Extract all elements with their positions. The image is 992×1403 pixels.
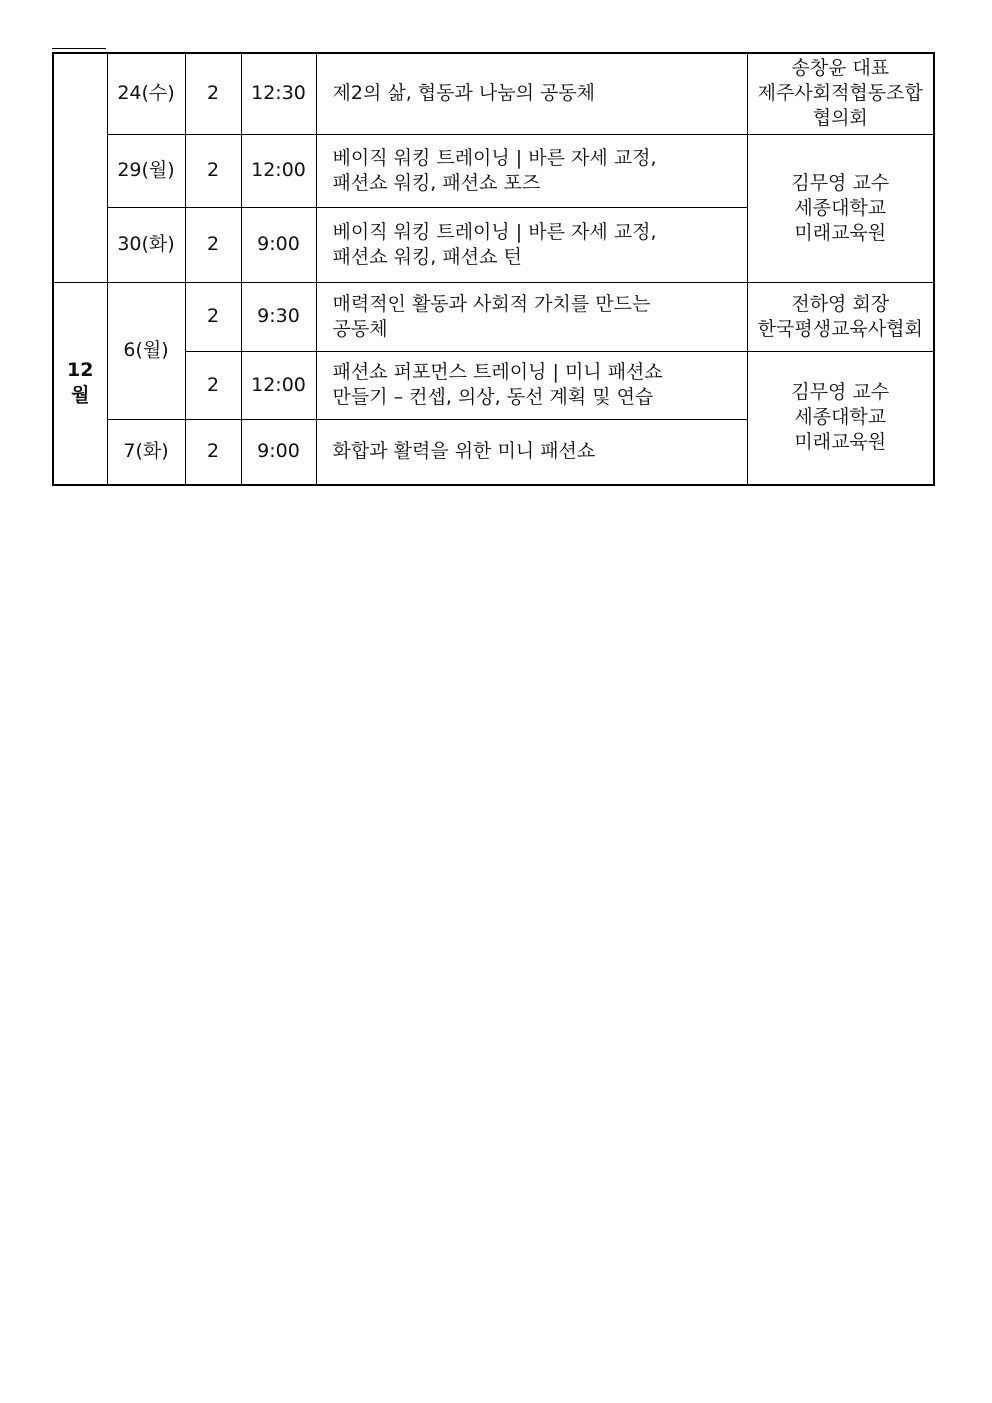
month-unit: 월 — [71, 384, 90, 407]
time-cell: 12:30 — [241, 53, 316, 134]
topic-text: 패션쇼 퍼포먼스 트레이닝 | 미니 패션쇼 만들기 – 컨셉, 의상, 동선 계획 및 연습 — [332, 361, 663, 408]
time-cell: 12:00 — [241, 351, 316, 419]
speaker-cell — [747, 351, 934, 485]
date-cell: 24(수) — [107, 53, 185, 134]
topic-cell — [316, 53, 747, 134]
speaker-organization: 세종대학교 — [794, 406, 887, 429]
speaker-name: 송창윤 대표 — [791, 57, 890, 80]
topic-cell — [316, 134, 747, 207]
time-cell: 9:30 — [241, 282, 316, 351]
speaker-cell — [747, 282, 934, 351]
topic-cell — [316, 419, 747, 485]
topic-text: 화합과 활력을 위한 미니 패션쇼 — [332, 440, 596, 463]
speaker-organization: 세종대학교 — [794, 196, 887, 219]
speaker-name: 김무영 교수 — [791, 171, 890, 194]
date-cell: 6(월) — [107, 282, 185, 419]
hours-cell: 2 — [185, 282, 241, 351]
speaker-name: 김무영 교수 — [791, 381, 890, 404]
month-cell-november — [53, 53, 107, 282]
table-row — [53, 134, 934, 207]
hours-cell: 2 — [185, 53, 241, 134]
date-cell: 7(화) — [107, 419, 185, 485]
topic-text: 베이직 워킹 트레이닝 | 바른 자세 교정, 패션쇼 워킹, 패션쇼 포즈 — [332, 146, 657, 194]
month-number: 12 — [67, 359, 94, 382]
speaker-organization: 미래교육원 — [794, 221, 887, 244]
top-rule — [52, 48, 106, 49]
date-cell: 29(월) — [107, 134, 185, 207]
speaker-organization: 한국평생교육사협회 — [757, 317, 923, 340]
time-cell: 9:00 — [241, 419, 316, 485]
hours-cell: 2 — [185, 351, 241, 419]
month-cell-december — [53, 282, 107, 485]
hours-cell: 2 — [185, 207, 241, 282]
topic-cell — [316, 351, 747, 419]
table-row — [53, 53, 934, 134]
hours-cell: 2 — [185, 419, 241, 485]
topic-text: 매력적인 활동과 사회적 가치를 만드는 공동체 — [332, 292, 651, 340]
speaker-organization: 미래교육원 — [794, 431, 887, 454]
speaker-name: 전하영 회장 — [791, 292, 890, 315]
schedule-table — [52, 52, 935, 486]
time-cell: 9:00 — [241, 207, 316, 282]
speaker-organization: 제주사회적협동조합 — [757, 82, 923, 105]
hours-cell: 2 — [185, 134, 241, 207]
time-cell: 12:00 — [241, 134, 316, 207]
speaker-organization: 협의회 — [812, 107, 868, 130]
topic-cell — [316, 207, 747, 282]
topic-text: 베이직 워킹 트레이닝 | 바른 자세 교정, 패션쇼 워킹, 패션쇼 턴 — [332, 220, 657, 268]
date-cell: 30(화) — [107, 207, 185, 282]
topic-text: 제2의 삶, 협동과 나눔의 공동체 — [332, 82, 596, 105]
speaker-cell — [747, 53, 934, 134]
topic-cell — [316, 282, 747, 351]
speaker-cell — [747, 134, 934, 282]
table-row — [53, 282, 934, 351]
table-row — [53, 351, 934, 419]
